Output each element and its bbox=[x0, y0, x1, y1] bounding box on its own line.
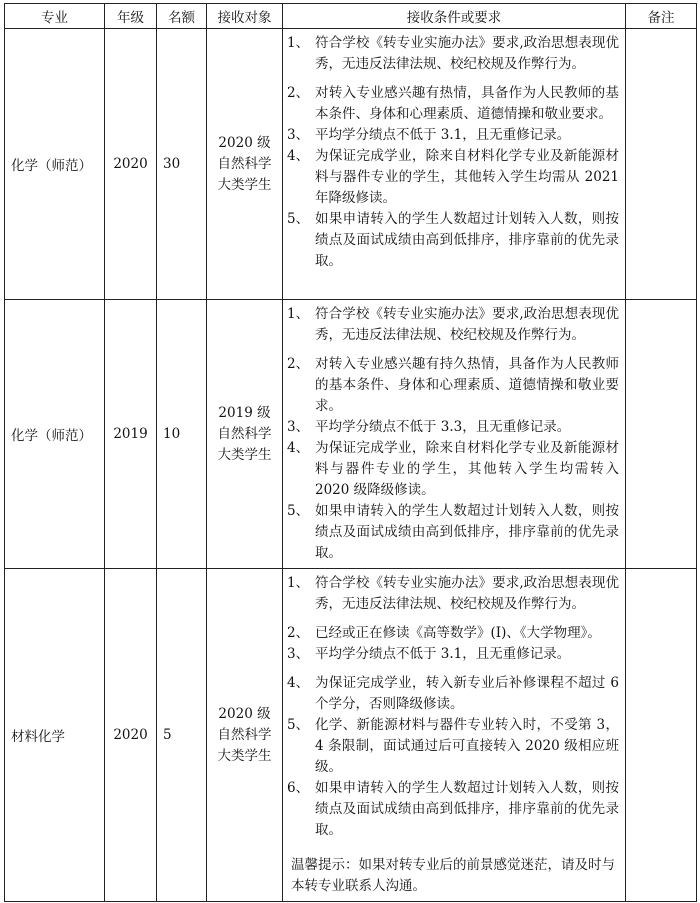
list-item bbox=[287, 209, 619, 272]
item-number: 3、 bbox=[287, 646, 310, 662]
header-grade: 年级 bbox=[105, 4, 157, 29]
major-cell: 材料化学 bbox=[5, 569, 105, 902]
list-item bbox=[287, 33, 619, 75]
target-line: 大类学生 bbox=[217, 446, 272, 463]
list-item bbox=[287, 83, 619, 125]
list-item bbox=[287, 673, 619, 715]
item-number: 4、 bbox=[287, 675, 310, 691]
list-item bbox=[287, 438, 619, 501]
remark-cell bbox=[626, 569, 697, 902]
target-line: 2020 级 bbox=[218, 134, 271, 151]
item-text: 化学、新能源材料与器件专业转入时，不受第 3，4 条限制，面试通过后可直接转入 2020 级相应班级。 bbox=[315, 717, 619, 775]
item-text: 如果申请转入的学生人数超过计划转入人数，则按绩点及面试成绩由高到低排序，排序靠前的优先录取。 bbox=[315, 503, 619, 561]
item-number: 2、 bbox=[287, 356, 310, 372]
item-number: 4、 bbox=[287, 440, 310, 456]
table-row bbox=[5, 300, 697, 569]
item-number: 5、 bbox=[287, 211, 310, 227]
major-cell: 化学（师范） bbox=[5, 29, 105, 300]
item-number: 2、 bbox=[287, 625, 310, 641]
requirements-list bbox=[287, 304, 619, 564]
list-item bbox=[287, 644, 619, 665]
item-text: 符合学校《转专业实施办法》要求,政治思想表现优秀，无违反法律法规、校纪校规及作弊行为。 bbox=[315, 35, 619, 72]
grade-cell: 2020 bbox=[105, 29, 157, 300]
target-cell bbox=[207, 300, 283, 569]
header-remark: 备注 bbox=[626, 4, 697, 29]
remark-cell bbox=[626, 300, 697, 569]
target-cell bbox=[207, 29, 283, 300]
item-number: 4、 bbox=[287, 148, 310, 164]
list-item bbox=[287, 778, 619, 841]
item-number: 1、 bbox=[287, 306, 310, 322]
list-item bbox=[287, 417, 619, 438]
requirements-list bbox=[287, 573, 619, 841]
item-number: 5、 bbox=[287, 717, 310, 733]
list-item bbox=[287, 573, 619, 615]
item-text: 为保证完成学业，转入新专业后补修课程不超过 6 个学分，否则降级修读。 bbox=[315, 675, 619, 712]
item-number: 2、 bbox=[287, 85, 310, 101]
target-line: 2020 级 bbox=[218, 705, 271, 722]
quota-cell: 10 bbox=[157, 300, 207, 569]
target-line: 自然科学 bbox=[217, 155, 272, 172]
item-text: 平均学分绩点不低于 3.1，且无重修记录。 bbox=[315, 646, 571, 662]
transfer-requirements-table bbox=[4, 3, 697, 902]
list-item bbox=[287, 354, 619, 417]
item-number: 5、 bbox=[287, 503, 310, 519]
item-text: 平均学分绩点不低于 3.3，且无重修记录。 bbox=[315, 419, 571, 435]
item-text: 如果申请转入的学生人数超过计划转入人数，则按绩点及面试成绩由高到低排序，排序靠前的优先录取。 bbox=[315, 211, 619, 269]
warm-tip: 温馨提示：如果对转专业后的前景感觉迷茫，请及时与本转专业联系人沟通。 bbox=[291, 857, 615, 894]
requirements-cell bbox=[283, 569, 626, 902]
requirements-cell bbox=[283, 29, 626, 300]
target-line: 自然科学 bbox=[217, 726, 272, 743]
header-target: 接收对象 bbox=[207, 4, 283, 29]
target-line: 大类学生 bbox=[217, 747, 272, 764]
item-number: 3、 bbox=[287, 419, 310, 435]
table-row bbox=[5, 569, 697, 902]
item-text: 为保证完成学业，除来自材料化学专业及新能源材料与器件专业的学生，其他转入学生均需从 2021 年降级修读。 bbox=[315, 148, 619, 206]
requirements-list bbox=[287, 33, 619, 272]
item-text: 对转入专业感兴趣有热情，具备作为人民教师的基本条件、身体和心理素质、道德情操和敬业要求。 bbox=[315, 85, 619, 122]
item-text: 为保证完成学业，除来自材料化学专业及新能源材料与器件专业的学生，其他转入学生均需转入 2020 级降级修读。 bbox=[315, 440, 619, 498]
item-text: 如果申请转入的学生人数超过计划转入人数，则按绩点及面试成绩由高到低排序，排序靠前的优先录取。 bbox=[315, 780, 619, 838]
list-item bbox=[287, 623, 619, 644]
list-item bbox=[287, 501, 619, 564]
item-number: 1、 bbox=[287, 575, 310, 591]
header-quota: 名额 bbox=[157, 4, 207, 29]
list-item bbox=[287, 125, 619, 146]
list-item bbox=[287, 715, 619, 778]
major-cell: 化学（师范） bbox=[5, 300, 105, 569]
remark-cell bbox=[626, 29, 697, 300]
target-line: 大类学生 bbox=[217, 176, 272, 193]
list-item bbox=[287, 146, 619, 209]
header-major: 专业 bbox=[5, 4, 105, 29]
grade-cell: 2020 bbox=[105, 569, 157, 902]
requirements-cell bbox=[283, 300, 626, 569]
header-row bbox=[5, 4, 697, 29]
item-text: 对转入专业感兴趣有持久热情，具备作为人民教师的基本条件、身体和心理素质、道德情操和敬业要求。 bbox=[315, 356, 619, 414]
list-item bbox=[287, 304, 619, 346]
target-line: 自然科学 bbox=[217, 425, 272, 442]
item-number: 3、 bbox=[287, 127, 310, 143]
item-text: 平均学分绩点不低于 3.1，且无重修记录。 bbox=[315, 127, 571, 143]
quota-cell: 30 bbox=[157, 29, 207, 300]
item-text: 符合学校《转专业实施办法》要求,政治思想表现优秀，无违反法律法规、校纪校规及作弊行为。 bbox=[315, 575, 619, 612]
item-text: 符合学校《转专业实施办法》要求,政治思想表现优秀，无违反法律法规、校纪校规及作弊行为。 bbox=[315, 306, 619, 343]
grade-cell: 2019 bbox=[105, 300, 157, 569]
table-row bbox=[5, 29, 697, 300]
target-cell bbox=[207, 569, 283, 902]
target-line: 2019 级 bbox=[218, 404, 271, 421]
item-text: 已经或正在修读《高等数学》(Ⅰ)、《大学物理》。 bbox=[315, 625, 601, 641]
item-number: 6、 bbox=[287, 780, 310, 796]
item-number: 1、 bbox=[287, 35, 310, 51]
header-requirements: 接收条件或要求 bbox=[283, 4, 626, 29]
quota-cell: 5 bbox=[157, 569, 207, 902]
